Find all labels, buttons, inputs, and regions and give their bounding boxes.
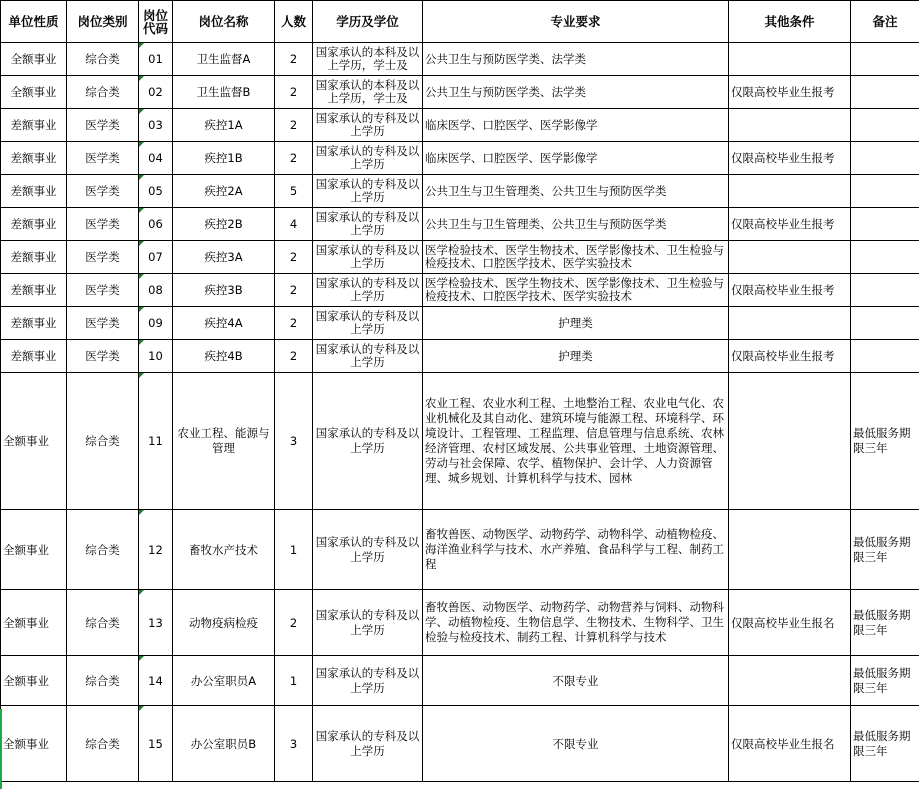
cell-notes (851, 109, 919, 142)
cell-major: 不限专业 (423, 656, 729, 706)
cell-code: 04 (139, 142, 173, 175)
cell-other (729, 656, 851, 706)
cell-position: 疾控1A (173, 109, 275, 142)
cell-education: 国家承认的专科及以上学历 (313, 241, 423, 274)
cell-major: 护理类 (423, 307, 729, 340)
cell-education: 国家承认的专科及以上学历 (313, 109, 423, 142)
selection-edge-marker (0, 709, 2, 789)
cell-major: 畜牧兽医、动物医学、动物药学、动物科学、动植物检疫、海洋渔业科学与技术、水产养殖、食品科学与工程、制药工程 (423, 510, 729, 590)
header-other: 其他条件 (729, 1, 851, 43)
cell-position: 疾控2A (173, 175, 275, 208)
cell-notes (851, 208, 919, 241)
cell-count: 2 (275, 590, 313, 656)
cell-education: 国家承认的专科及以上学历 (313, 274, 423, 307)
cell-notes (851, 274, 919, 307)
cell-unit-type: 全额事业 (1, 373, 67, 510)
cell-unit-type: 差额事业 (1, 340, 67, 373)
cell-category: 医学类 (67, 175, 139, 208)
cell-code: 08 (139, 274, 173, 307)
header-count: 人数 (275, 1, 313, 43)
cell-notes: 最低服务期限三年 (851, 510, 919, 590)
table-row (1, 590, 919, 656)
cell-position: 办公室职员A (173, 656, 275, 706)
table-row (1, 109, 919, 142)
cell-position: 办公室职员B (173, 706, 275, 782)
cell-code: 09 (139, 307, 173, 340)
cell-position: 疾控1B (173, 142, 275, 175)
cell-category: 医学类 (67, 208, 139, 241)
cell-position: 卫生监督B (173, 76, 275, 109)
cell-category: 医学类 (67, 340, 139, 373)
cell-other: 仅限高校毕业生报考 (729, 76, 851, 109)
cell-education: 国家承认的专科及以上学历 (313, 590, 423, 656)
header-row (1, 1, 919, 43)
cell-category: 综合类 (67, 706, 139, 782)
cell-major: 公共卫生与预防医学类、法学类 (423, 43, 729, 76)
cell-code: 02 (139, 76, 173, 109)
cell-major: 公共卫生与卫生管理类、公共卫生与预防医学类 (423, 208, 729, 241)
cell-category: 综合类 (67, 590, 139, 656)
cell-major: 农业工程、农业水利工程、土地整治工程、农业电气化、农业机械化及其自动化、建筑环境与能源工程、环境科学、环境设计、工程管理、工程监理、信息管理与信息系统、农林经济管理、农村区域发展、公共事业管理、土地资源管理、劳动与社会保障、农学、植物保护、会计学、人力资源管理、城乡规划、计算机科学与技术、园林 (423, 373, 729, 510)
table-row (1, 373, 919, 510)
cell-education: 国家承认的专科及以上学历 (313, 510, 423, 590)
cell-category: 医学类 (67, 274, 139, 307)
cell-count: 4 (275, 208, 313, 241)
cell-education: 国家承认的专科及以上学历 (313, 142, 423, 175)
cell-category: 医学类 (67, 307, 139, 340)
cell-other: 仅限高校毕业生报考 (729, 340, 851, 373)
cell-major: 医学检验技术、医学生物技术、医学影像技术、卫生检验与检疫技术、口腔医学技术、医学实验技术 (423, 241, 729, 274)
cell-unit-type: 差额事业 (1, 142, 67, 175)
cell-code: 05 (139, 175, 173, 208)
cell-other (729, 373, 851, 510)
cell-count: 2 (275, 109, 313, 142)
table-row (1, 208, 919, 241)
cell-category: 综合类 (67, 76, 139, 109)
cell-unit-type: 全额事业 (1, 590, 67, 656)
table-row (1, 76, 919, 109)
cell-count: 2 (275, 76, 313, 109)
cell-position: 疾控2B (173, 208, 275, 241)
cell-position: 疾控4B (173, 340, 275, 373)
cell-count: 1 (275, 656, 313, 706)
cell-code: 06 (139, 208, 173, 241)
cell-unit-type: 全额事业 (1, 43, 67, 76)
cell-unit-type: 全额事业 (1, 706, 67, 782)
header-position: 岗位名称 (173, 1, 275, 43)
cell-education: 国家承认的专科及以上学历 (313, 208, 423, 241)
cell-position: 疾控3B (173, 274, 275, 307)
cell-category: 医学类 (67, 142, 139, 175)
cell-unit-type: 差额事业 (1, 241, 67, 274)
cell-education: 国家承认的专科及以上学历 (313, 307, 423, 340)
cell-major: 公共卫生与预防医学类、法学类 (423, 76, 729, 109)
cell-notes (851, 307, 919, 340)
cell-other (729, 241, 851, 274)
cell-other: 仅限高校毕业生报考 (729, 142, 851, 175)
cell-other: 仅限高校毕业生报考 (729, 208, 851, 241)
cell-code: 07 (139, 241, 173, 274)
cell-position: 农业工程、能源与管理 (173, 373, 275, 510)
header-code-line1: 岗位 (142, 7, 168, 23)
cell-count: 5 (275, 175, 313, 208)
table-row (1, 274, 919, 307)
cell-other (729, 43, 851, 76)
cell-education: 国家承认的本科及以上学历，学士及 (313, 43, 423, 76)
cell-unit-type: 差额事业 (1, 208, 67, 241)
cell-notes (851, 241, 919, 274)
cell-position: 卫生监督A (173, 43, 275, 76)
cell-major: 畜牧兽医、动物医学、动物药学、动物营养与饲料、动物科学、动植物检疫、生物信息学、生物技术、生物科学、卫生检验与检疫技术、制药工程、计算机科学与技术 (423, 590, 729, 656)
table-row (1, 656, 919, 706)
cell-count: 3 (275, 373, 313, 510)
cell-count: 3 (275, 706, 313, 782)
cell-code: 14 (139, 656, 173, 706)
cell-major: 公共卫生与卫生管理类、公共卫生与预防医学类 (423, 175, 729, 208)
cell-count: 2 (275, 43, 313, 76)
cell-notes (851, 142, 919, 175)
cell-unit-type: 全额事业 (1, 656, 67, 706)
header-code (139, 1, 173, 43)
cell-count: 2 (275, 340, 313, 373)
table-row (1, 241, 919, 274)
cell-other: 仅限高校毕业生报考 (729, 274, 851, 307)
cell-education: 国家承认的专科及以上学历 (313, 175, 423, 208)
cell-notes (851, 76, 919, 109)
cell-position: 动物疫病检疫 (173, 590, 275, 656)
cell-code: 10 (139, 340, 173, 373)
cell-other: 仅限高校毕业生报名 (729, 590, 851, 656)
cell-notes: 最低服务期限三年 (851, 590, 919, 656)
cell-other (729, 307, 851, 340)
cell-education: 国家承认的本科及以上学历，学士及 (313, 76, 423, 109)
header-notes: 备注 (851, 1, 919, 43)
cell-other: 仅限高校毕业生报名 (729, 706, 851, 782)
cell-category: 医学类 (67, 109, 139, 142)
header-unit-type: 单位性质 (1, 1, 67, 43)
header-code-line2: 代码 (142, 20, 168, 36)
cell-unit-type: 差额事业 (1, 307, 67, 340)
header-major: 专业要求 (423, 1, 729, 43)
cell-education: 国家承认的专科及以上学历 (313, 373, 423, 510)
cell-code: 15 (139, 706, 173, 782)
cell-notes: 最低服务期限三年 (851, 373, 919, 510)
table-row (1, 43, 919, 76)
cell-major: 不限专业 (423, 706, 729, 782)
table-row (1, 510, 919, 590)
cell-category: 综合类 (67, 43, 139, 76)
header-education: 学历及学位 (313, 1, 423, 43)
cell-code: 01 (139, 43, 173, 76)
cell-position: 畜牧水产技术 (173, 510, 275, 590)
cell-category: 医学类 (67, 241, 139, 274)
cell-category: 综合类 (67, 373, 139, 510)
cell-major: 护理类 (423, 340, 729, 373)
table-row (1, 142, 919, 175)
table-row (1, 307, 919, 340)
cell-code: 13 (139, 590, 173, 656)
cell-count: 2 (275, 307, 313, 340)
header-category: 岗位类别 (67, 1, 139, 43)
cell-education: 国家承认的专科及以上学历 (313, 706, 423, 782)
cell-code: 03 (139, 109, 173, 142)
cell-unit-type: 差额事业 (1, 175, 67, 208)
table-row (1, 175, 919, 208)
cell-notes (851, 43, 919, 76)
cell-notes: 最低服务期限三年 (851, 706, 919, 782)
cell-notes (851, 340, 919, 373)
cell-major: 临床医学、口腔医学、医学影像学 (423, 142, 729, 175)
cell-other (729, 109, 851, 142)
table-row (1, 340, 919, 373)
cell-unit-type: 全额事业 (1, 510, 67, 590)
cell-code: 11 (139, 373, 173, 510)
cell-position: 疾控4A (173, 307, 275, 340)
cell-other (729, 510, 851, 590)
cell-unit-type: 全额事业 (1, 76, 67, 109)
cell-unit-type: 差额事业 (1, 109, 67, 142)
cell-notes: 最低服务期限三年 (851, 656, 919, 706)
cell-major: 临床医学、口腔医学、医学影像学 (423, 109, 729, 142)
cell-notes (851, 175, 919, 208)
cell-count: 2 (275, 142, 313, 175)
cell-major: 医学检验技术、医学生物技术、医学影像技术、卫生检验与检疫技术、口腔医学技术、医学实验技术 (423, 274, 729, 307)
cell-count: 2 (275, 241, 313, 274)
table-row (1, 706, 919, 782)
cell-category: 综合类 (67, 656, 139, 706)
cell-count: 2 (275, 274, 313, 307)
cell-code: 12 (139, 510, 173, 590)
cell-position: 疾控3A (173, 241, 275, 274)
cell-category: 综合类 (67, 510, 139, 590)
cell-education: 国家承认的专科及以上学历 (313, 340, 423, 373)
cell-count: 1 (275, 510, 313, 590)
cell-education: 国家承认的专科及以上学历 (313, 656, 423, 706)
cell-unit-type: 差额事业 (1, 274, 67, 307)
cell-other (729, 175, 851, 208)
